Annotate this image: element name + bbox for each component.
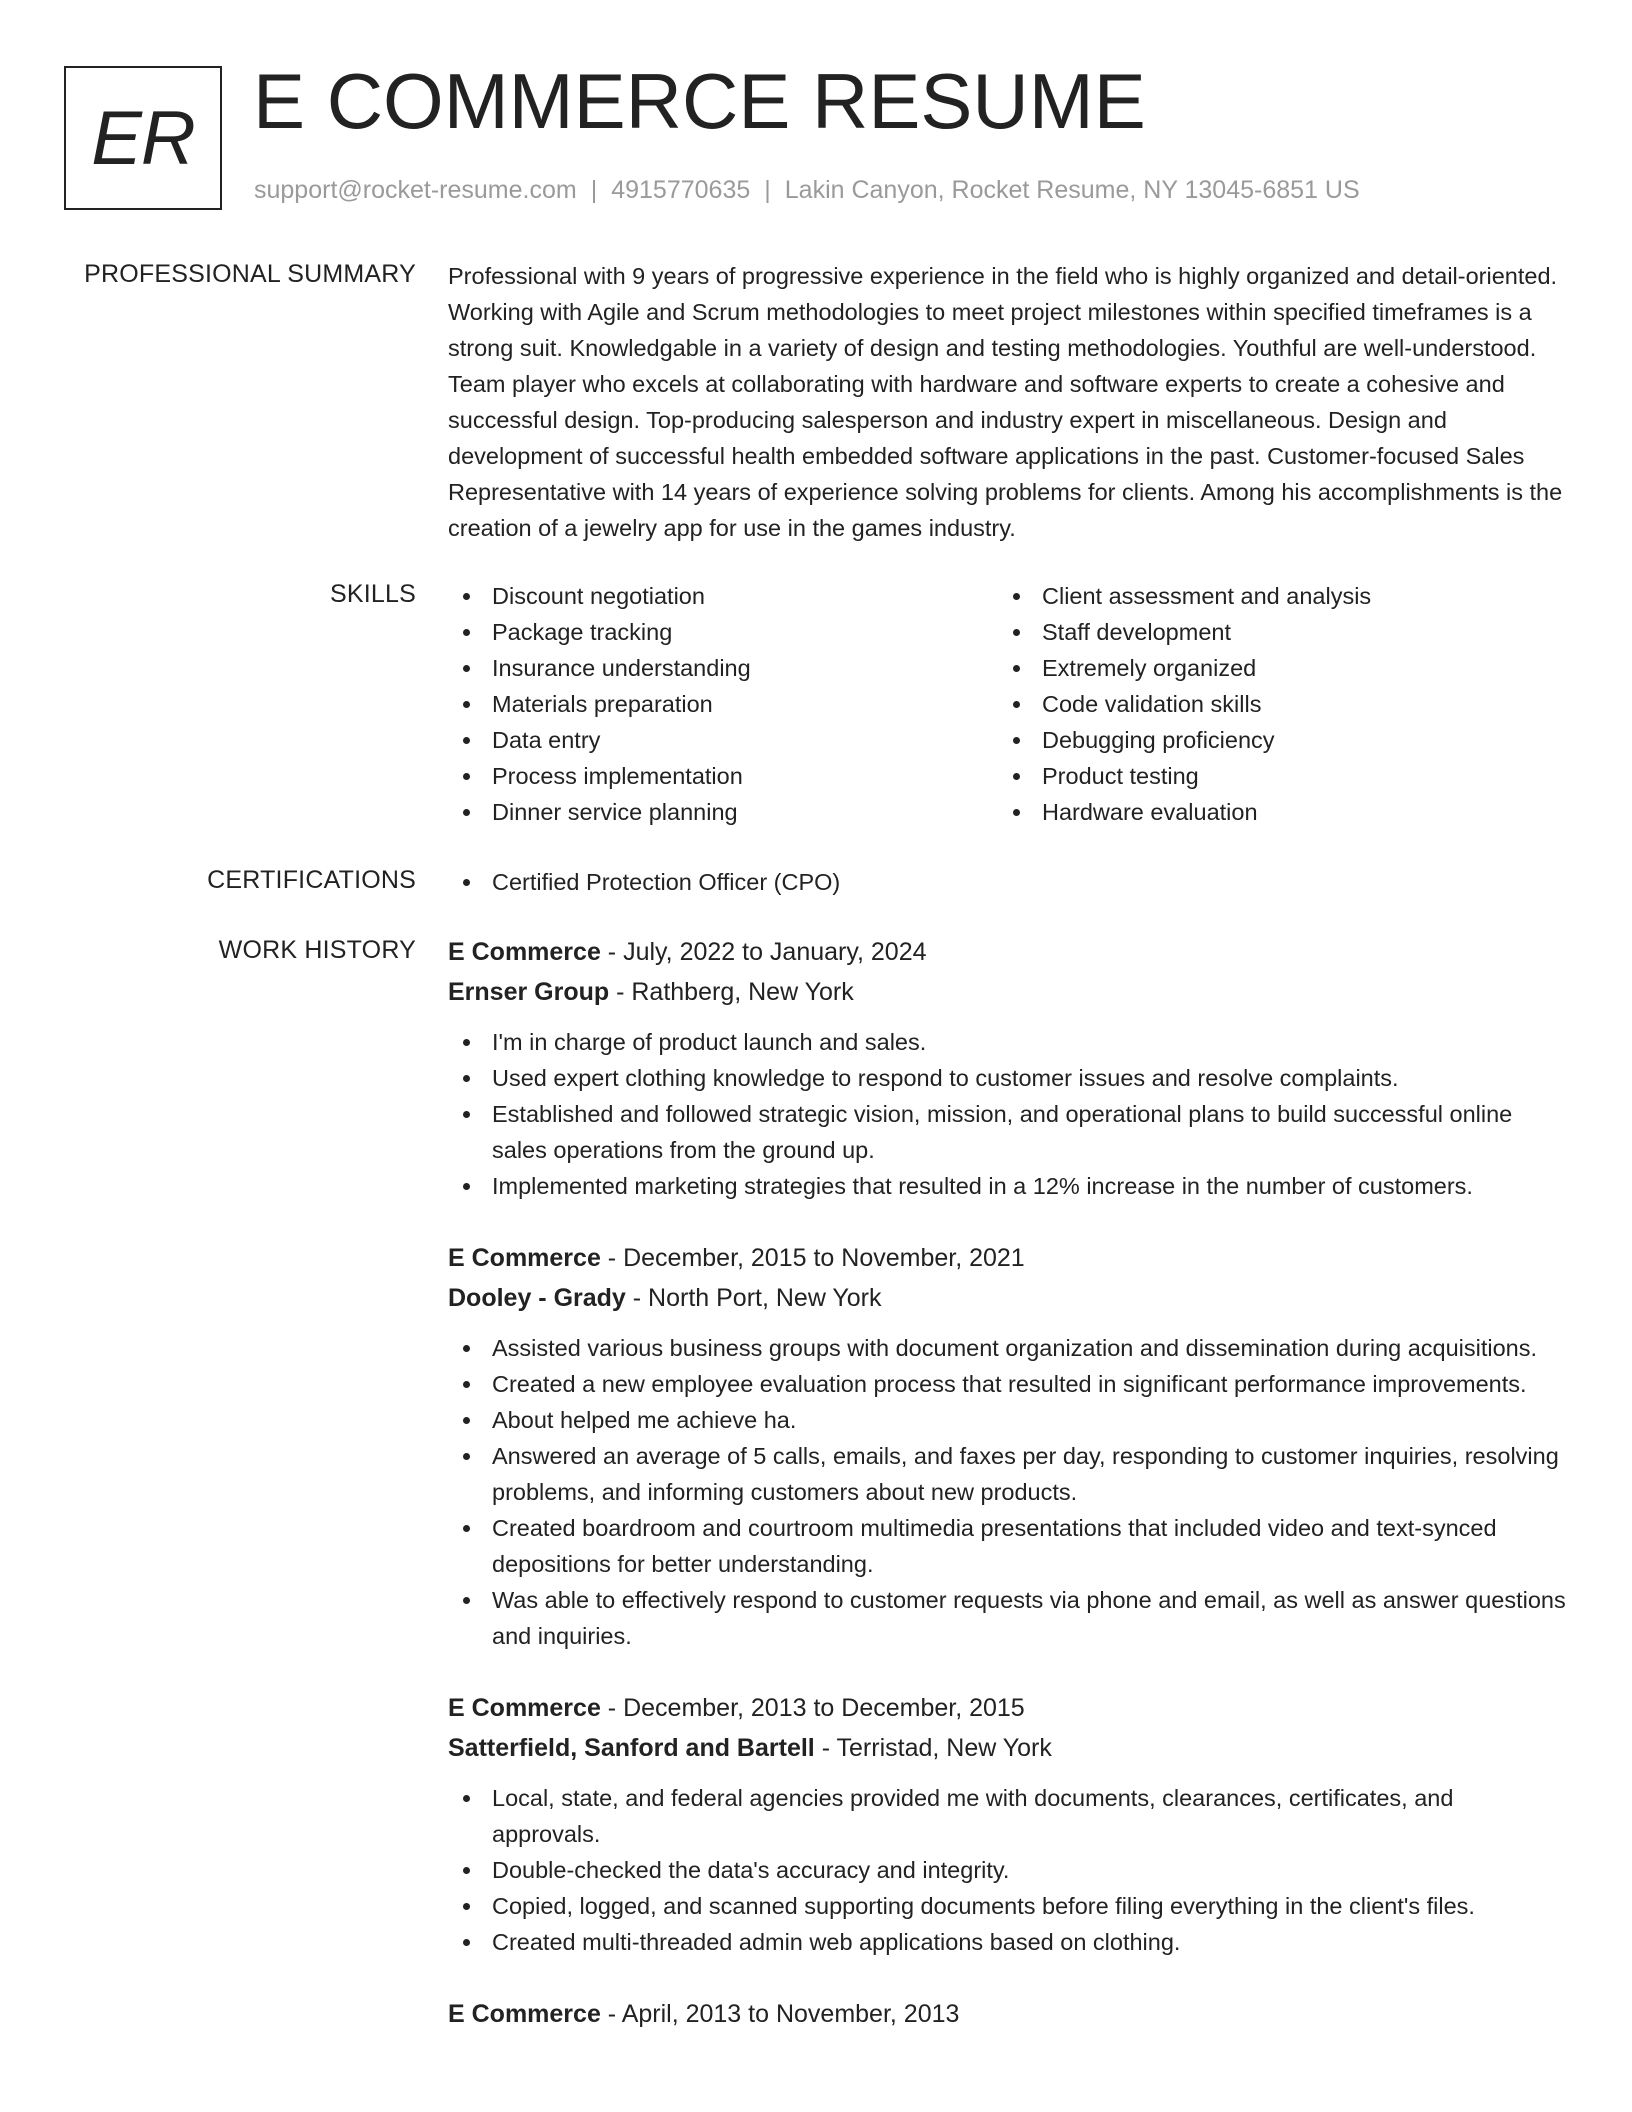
job-location: - Terristad, New York bbox=[814, 1734, 1052, 1762]
skill-item: Debugging proficiency bbox=[998, 722, 1548, 758]
job-bullet: Created multi-threaded admin web applications based on clothing. bbox=[448, 1924, 1566, 1960]
job-entry bbox=[448, 932, 1566, 1204]
job-company-line bbox=[448, 1728, 1566, 1768]
skill-item: Code validation skills bbox=[998, 686, 1548, 722]
summary-label: PROFESSIONAL SUMMARY bbox=[84, 260, 416, 288]
contact-email: support@rocket-resume.com bbox=[254, 176, 577, 204]
job-dates: - December, 2013 to December, 2015 bbox=[600, 1694, 1025, 1722]
job-dates: - July, 2022 to January, 2024 bbox=[600, 938, 927, 966]
job-company: Satterfield, Sanford and Bartell bbox=[448, 1734, 815, 1762]
job-bullet: Local, state, and federal agencies provided me with documents, clearances, certificates, and approvals. bbox=[448, 1780, 1566, 1852]
job-bullet: Copied, logged, and scanned supporting documents before filing everything in the client's files. bbox=[448, 1888, 1566, 1924]
work-history-body bbox=[448, 932, 1566, 2068]
skill-item: Staff development bbox=[998, 614, 1548, 650]
monogram-initials: ER bbox=[91, 95, 195, 181]
job-company: Ernser Group bbox=[448, 978, 610, 1006]
certifications-label: CERTIFICATIONS bbox=[207, 866, 416, 894]
job-bullets bbox=[448, 1330, 1566, 1654]
skill-item: Client assessment and analysis bbox=[998, 578, 1548, 614]
skills-body bbox=[448, 578, 1566, 830]
job-entry bbox=[448, 1238, 1566, 1654]
job-company-line bbox=[448, 972, 1566, 1012]
skill-item: Data entry bbox=[448, 722, 998, 758]
skill-item: Materials preparation bbox=[448, 686, 998, 722]
job-bullets bbox=[448, 1780, 1566, 1960]
job-location: - Rathberg, New York bbox=[609, 978, 854, 1006]
job-company-line bbox=[448, 1278, 1566, 1318]
job-title: E Commerce bbox=[448, 1244, 601, 1272]
job-bullet: Was able to effectively respond to customer requests via phone and email, as well as answer questions and inquiries. bbox=[448, 1582, 1566, 1654]
skill-item: Extremely organized bbox=[998, 650, 1548, 686]
skills-list-right bbox=[998, 578, 1548, 830]
contact-address: Lakin Canyon, Rocket Resume, NY 13045-6851 US bbox=[784, 176, 1360, 204]
monogram-box bbox=[64, 66, 222, 210]
job-dates: - April, 2013 to November, 2013 bbox=[600, 2000, 960, 2028]
skill-item: Insurance understanding bbox=[448, 650, 998, 686]
contact-line bbox=[254, 176, 1360, 205]
job-bullet: About helped me achieve ha. bbox=[448, 1402, 1566, 1438]
job-bullet: Implemented marketing strategies that resulted in a 12% increase in the number of customers. bbox=[448, 1168, 1566, 1204]
job-bullet: Double-checked the data's accuracy and integrity. bbox=[448, 1852, 1566, 1888]
job-bullet: Created boardroom and courtroom multimedia presentations that included video and text-synced depositions for better understanding. bbox=[448, 1510, 1566, 1582]
certification-item: Certified Protection Officer (CPO) bbox=[448, 864, 1566, 900]
job-bullet: Used expert clothing knowledge to respond to customer issues and resolve complaints. bbox=[448, 1060, 1566, 1096]
job-entry bbox=[448, 1688, 1566, 1960]
job-title-line bbox=[448, 1688, 1566, 1728]
job-bullet: Assisted various business groups with document organization and dissemination during acquisitions. bbox=[448, 1330, 1566, 1366]
job-company: Dooley - Grady bbox=[448, 1284, 626, 1312]
job-title: E Commerce bbox=[448, 1694, 601, 1722]
skills-grid bbox=[448, 578, 1566, 830]
contact-separator: | bbox=[590, 176, 598, 204]
job-bullet: Answered an average of 5 calls, emails, and faxes per day, responding to customer inquiries, resolving problems, and informing customers about new products. bbox=[448, 1438, 1566, 1510]
job-title-line bbox=[448, 1994, 1566, 2034]
skill-item: Dinner service planning bbox=[448, 794, 998, 830]
contact-separator: | bbox=[764, 176, 771, 204]
skill-item: Product testing bbox=[998, 758, 1548, 794]
job-bullet: Created a new employee evaluation process that resulted in significant performance improvements. bbox=[448, 1366, 1566, 1402]
skill-item: Package tracking bbox=[448, 614, 998, 650]
certifications-list bbox=[448, 864, 1566, 900]
resume-title: E COMMERCE RESUME bbox=[253, 57, 1146, 145]
job-entry bbox=[448, 1994, 1566, 2034]
contact-phone: 4915770635 bbox=[611, 176, 751, 204]
summary-text: Professional with 9 years of progressive experience in the field who is highly organized and detail-oriented. Working with Agile and Scrum methodologies to meet project milestones within specified timeframes is a strong suit. Knowledgable in a variety of design and testing methodologies. Youthful are well-understood. Team player who excels at collaborating with hardware and software experts to create a cohesive and successful design. Top-producing salesperson and industry expert in miscellaneous. Design and development of successful health embedded software applications in the past. Customer-focused Sales Representative with 14 years of experience solving problems for clients. Among his accomplishments is the creation of a jewelry app for use in the games industry. bbox=[448, 263, 1563, 541]
skills-label: SKILLS bbox=[330, 580, 416, 608]
skills-list-left bbox=[448, 578, 998, 830]
job-title: E Commerce bbox=[448, 2000, 601, 2028]
skill-item: Process implementation bbox=[448, 758, 998, 794]
job-title-line bbox=[448, 932, 1566, 972]
work-history-label: WORK HISTORY bbox=[218, 936, 416, 964]
job-bullets bbox=[448, 1024, 1566, 1204]
job-title-line bbox=[448, 1238, 1566, 1278]
job-title: E Commerce bbox=[448, 938, 601, 966]
job-dates: - December, 2015 to November, 2021 bbox=[600, 1244, 1025, 1272]
certifications-body bbox=[448, 864, 1566, 900]
job-bullet: I'm in charge of product launch and sales. bbox=[448, 1024, 1566, 1060]
resume-header bbox=[0, 0, 1632, 230]
job-bullet: Established and followed strategic vision, mission, and operational plans to build successful online sales operations from the ground up. bbox=[448, 1096, 1566, 1168]
skill-item: Discount negotiation bbox=[448, 578, 998, 614]
job-location: - North Port, New York bbox=[625, 1284, 882, 1312]
skill-item: Hardware evaluation bbox=[998, 794, 1548, 830]
